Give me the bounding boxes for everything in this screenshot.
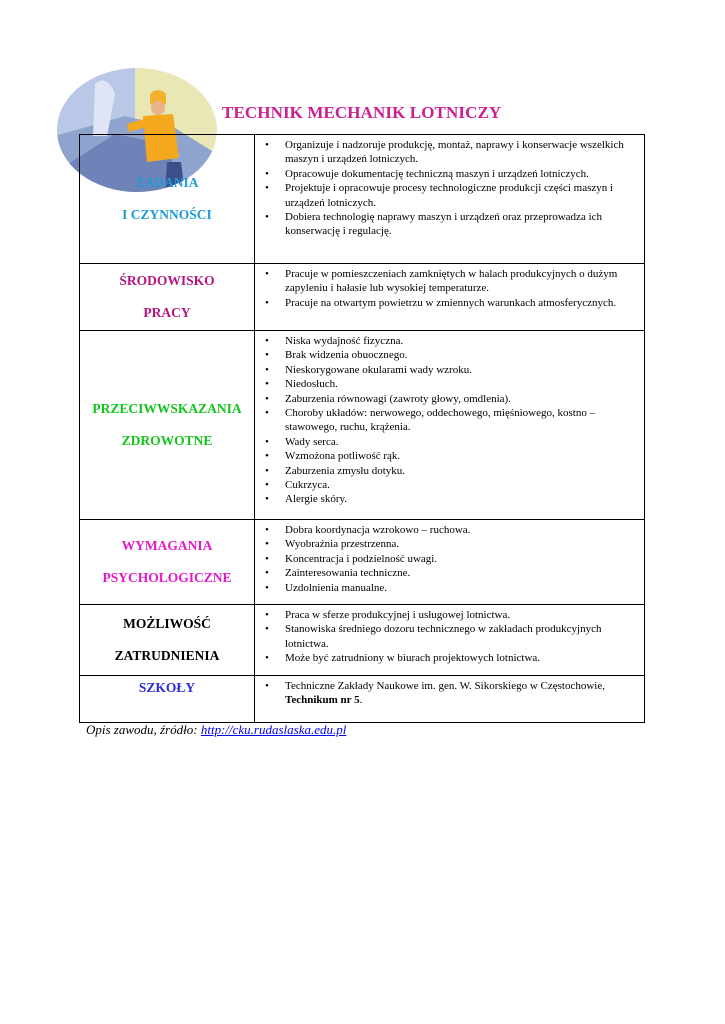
list-item: • Dobra koordynacja wzrokowo – ruchowa. (285, 523, 638, 537)
row-label-line: ZADANIA (135, 175, 199, 190)
footer-prefix: Opis zawodu, źródło: (86, 722, 201, 737)
row-label-contraindications (80, 331, 255, 520)
source-link[interactable]: http://cku.rudaslaska.edu.pl (200, 722, 347, 737)
list-item: • Zaburzenia zmysłu dotyku. (285, 464, 638, 478)
row-label-line: ZATRUDNIENIA (114, 648, 220, 663)
row-label-line: ZDROWOTNE (121, 433, 213, 448)
table-row (80, 520, 645, 605)
list-item: • Zainteresowania techniczne. (285, 566, 638, 580)
table-row (80, 331, 645, 520)
row-label-line: PRACY (143, 305, 191, 320)
list-item: • Niedosłuch. (285, 377, 638, 391)
row-label-line: SZKOŁY (138, 680, 196, 695)
list-item: • Niska wydajność fizyczna. (285, 334, 638, 348)
list-item: • Może być zatrudniony w biurach projektowych lotnictwa. (285, 651, 638, 665)
row-label-psychology (80, 520, 255, 605)
source-footer (86, 722, 346, 738)
row-label-line: PRZECIWWSKAZANIA (92, 401, 242, 416)
row-label-tasks (80, 135, 255, 264)
list-item: • Wyobraźnia przestrzenna. (285, 537, 638, 551)
table-row (80, 676, 645, 723)
school-end: . (359, 694, 363, 707)
list-item: • Pracuje na otwartym powietrzu w zmiennych warunkach atmosferycznych. (285, 296, 638, 310)
list-item: • Pracuje w pomieszczeniach zamkniętych w halach produkcyjnych o dużym zapyleniu i hałasie lub wysokiej temperaturze. (285, 267, 638, 296)
list-item: • Choroby układów: nerwowego, oddechowego, mięśniowego, kostno – stawowego, ruchu, krążenia. (285, 406, 638, 435)
list-item: • Koncentracja i podzielność uwagi. (285, 552, 638, 566)
list-item: • Organizuje i nadzoruje produkcję, montaż, naprawy i konserwacje wszelkich maszyn i urządzeń lotniczych. (285, 138, 638, 167)
list-item: • Cukrzyca. (285, 478, 638, 492)
list-item: • Opracowuje dokumentację techniczną maszyn i urządzeń lotniczych. (285, 167, 638, 181)
list-item: • Wzmożona potliwość rąk. (285, 449, 638, 463)
row-content-environment (255, 264, 645, 331)
row-content-psychology (255, 520, 645, 605)
list-item (285, 679, 638, 708)
list-item: • Projektuje i opracowuje procesy technologiczne produkcji części maszyn i urządzeń lotniczych. (285, 181, 638, 210)
row-label-schools (80, 676, 255, 723)
list-item: • Praca w sferze produkcyjnej i usługowej lotnictwa. (285, 608, 638, 622)
list-item: • Uzdolnienia manualne. (285, 581, 638, 595)
list-item: • Nieskorygowane okularami wady wzroku. (285, 363, 638, 377)
list-item: • Stanowiska średniego dozoru technicznego w zakładach produkcyjnych lotnictwa. (285, 622, 638, 651)
row-content-tasks (255, 135, 645, 264)
school-name: Technikum nr 5 (285, 694, 360, 707)
row-label-line: WYMAGANIA (121, 538, 213, 553)
row-label-line: I CZYNNOŚCI (122, 207, 212, 222)
school-text: Techniczne Zakłady Naukowe im. gen. W. Sikorskiego w Częstochowie, (285, 680, 605, 692)
list-item: • Dobiera technologię naprawy maszyn i urządzeń oraz przeprowadza ich konserwację i regulację. (285, 210, 638, 239)
table-row (80, 264, 645, 331)
row-label-line: PSYCHOLOGICZNE (102, 570, 232, 585)
row-content-employment (255, 605, 645, 676)
row-label-employment (80, 605, 255, 676)
row-content-contraindications (255, 331, 645, 520)
list-item: • Zaburzenia równowagi (zawroty głowy, omdlenia). (285, 392, 638, 406)
list-item: • Wady serca. (285, 435, 638, 449)
row-content-schools (255, 676, 645, 723)
row-label-line: ŚRODOWISKO (119, 273, 215, 288)
list-item: • Brak widzenia obuocznego. (285, 348, 638, 362)
table-row (80, 135, 645, 264)
row-label-line: MOŻLIWOŚĆ (123, 616, 211, 631)
list-item: • Alergie skóry. (285, 492, 638, 506)
occupation-table (79, 134, 645, 723)
table-row (80, 605, 645, 676)
page-title: TECHNIK MECHANIK LOTNICZY (222, 103, 502, 122)
row-label-environment (80, 264, 255, 331)
